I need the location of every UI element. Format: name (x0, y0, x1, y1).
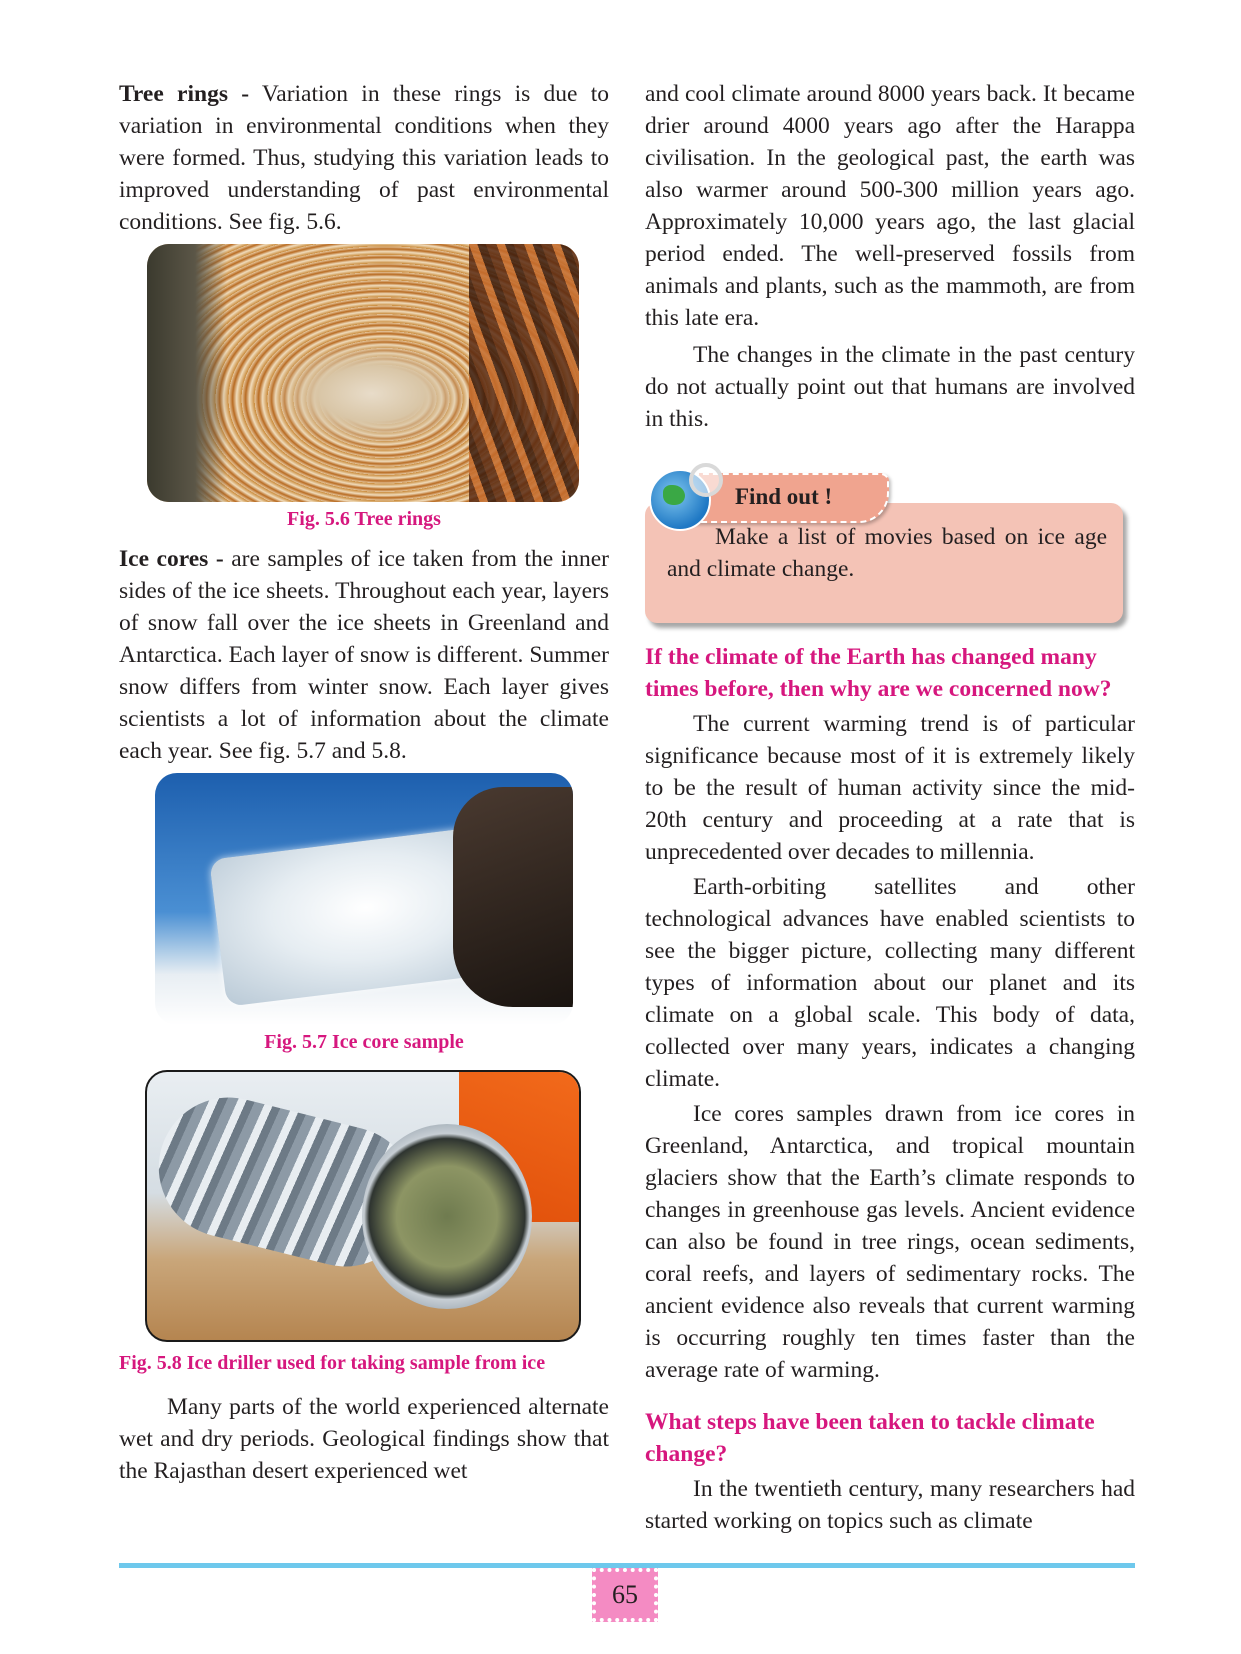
heading-steps-taken: What steps have been taken to tackle climate change? (645, 1409, 1095, 1467)
drill-barrel (362, 1124, 532, 1309)
find-out-label: Find out ! (735, 484, 833, 509)
ice-cores-evidence-paragraph: Ice cores samples drawn from ice cores in Greenland, Antarctica, and tropical mountain glaciers show that the Earth’s climate responds to changes in greenhouse gas levels. Ancient evidence can also be found in tree rings, ocean sediments, coral reefs, and layers of sedimentary rocks. The ancient evidence also reveals that current warming is occurring roughly ten times faster than the average rate of warming. (645, 1101, 1135, 1383)
heading-why-concerned: If the climate of the Earth has changed many times before, then why are we concerned now? (645, 644, 1112, 702)
past-century-paragraph: The changes in the climate in the past century do not actually point out that humans are involved in this. (645, 342, 1135, 432)
ice-core-sample-image (155, 773, 573, 1025)
find-out-box (645, 463, 1135, 643)
tree-rings-paragraph (119, 78, 609, 238)
satellites-paragraph: Earth-orbiting satellites and other technological advances have enabled scientists to see the bigger picture, collecting many different types of information about our planet and its climate on a global scale. This body of data, collected over many years, indicates a changing climate. (645, 874, 1135, 1092)
gloved-hand (453, 787, 573, 1007)
twentieth-century-paragraph: In the twentieth century, many researchers had started working on topics such as climate (645, 1476, 1135, 1534)
fig-5-6-caption: Fig. 5.6 Tree rings (287, 508, 441, 530)
fig-5-8-caption: Fig. 5.8 Ice driller used for taking sample from ice (119, 1352, 546, 1374)
left-column (119, 78, 609, 1487)
ice-cores-term: Ice cores - (119, 546, 224, 572)
tree-rings-text: Variation in these rings is due to variation in environmental conditions when they were formed. Thus, studying this variation leads to improved understanding of past environmental conditions. See fig. 5.6. (119, 81, 610, 235)
find-out-text: Make a list of movies based on ice age and climate change. (667, 524, 1107, 582)
right-column (645, 78, 1135, 1537)
ice-driller-image (145, 1070, 581, 1342)
ice-cores-paragraph (119, 543, 609, 767)
ice-cores-text: are samples of ice taken from the inner sides of the ice sheets. Throughout each year, layers of snow fall over the ice sheets in Greenland and Antarctica. Each layer of snow is different. Summer snow differs from winter snow. Each layer gives scientists a lot of information about the climate each year. See fig. 5.7 and 5.8. (119, 546, 609, 764)
page-number: 65 (592, 1568, 658, 1622)
tree-rings-term: Tree rings - (119, 81, 250, 107)
climate-history-paragraph: and cool climate around 8000 years back. It became drier around 4000 years ago after the Harappa civilisation. In the geological past, the earth was also warmer around 500-300 million years ago. Approximately 10,000 years ago, the last glacial period ended. The well-preserved fossils from animals and plants, such as the mammoth, are from this late era. (645, 81, 1135, 331)
fig-5-7-caption: Fig. 5.7 Ice core sample (264, 1031, 464, 1053)
tree-rings-image (147, 244, 579, 502)
warming-trend-paragraph: The current warming trend is of particular significance because most of it is extremely likely to be the result of human activity since the mid-20th century and proceeding at a rate that is unprecedented over decades to millennia. (645, 711, 1135, 865)
magnifier-icon (689, 463, 723, 497)
wet-dry-paragraph: Many parts of the world experienced alternate wet and dry periods. Geological findings show that the Rajasthan desert experienced wet (119, 1394, 609, 1484)
